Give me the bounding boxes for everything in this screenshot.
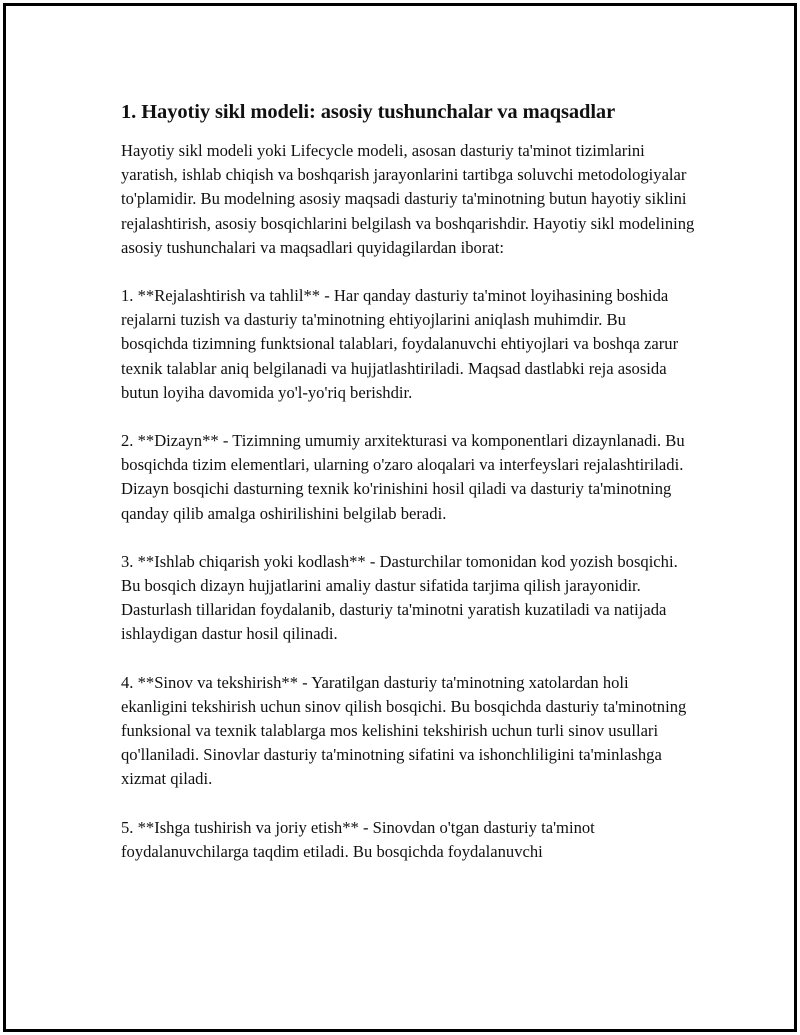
paragraph-design: 2. **Dizayn** - Tizimning umumiy arxitekturasi va komponentlari dizaynlanadi. Bu bosqichda tizim elementlari, ularning o'zaro aloqalari va interfeyslari rejalashtiriladi. Dizayn bosqichi dasturning texnik ko'rinishini hosil qiladi va dasturiy ta'minotning qanday qilib amalga oshirilishini belgilab beradi. (121, 431, 685, 523)
paragraph-testing: 4. **Sinov va tekshirish** - Yaratilgan dasturiy ta'minotning xatolardan holi ekanligini tekshirish uchun sinov qilish bosqichi. Bu bosqichda dasturiy ta'minotning funksional va texnik talablarga mos kelishini tekshirish uchun turli sinov usullari qo'llaniladi. Sinovlar dasturiy ta'minotning sifatini va ishonchliligini ta'minlashga xizmat qiladi. (121, 672, 687, 789)
paragraph-coding: 3. **Ishlab chiqarish yoki kodlash** - Dasturchilar tomonidan kod yozish bosqichi. Bu bosqich dizayn hujjatlarini amaliy dastur sifatida tarjima qilish jarayonidir. Dasturlash tillaridan foydalanib, dasturiy ta'minotni yaratish kuzatiladi va natijada ishlaydigan dastur hosil qilinadi. (121, 551, 678, 644)
document-title: 1. Hayotiy sikl modeli: asosiy tushunchalar va maqsadlar (121, 101, 616, 123)
paragraph-planning: 1. **Rejalashtirish va tahlil** - Har qanday dasturiy ta'minot loyihasining boshida rejalarni tuzish va dasturiy ta'minotning ehtiyojlarini aniqlash muhimdir. Bu bosqichda tizimning funktsional talablari, foydalanuvchi ehtiyojlari va boshqa zarur texnik talablar aniq belgilanadi va hujjatlashtiriladi. Maqsad dastlabki reja asosida butun loyiha davomida yo'l-yo'riq berishdir. (121, 286, 679, 402)
page-frame (3, 3, 797, 1032)
document-body (121, 98, 696, 888)
paragraph-deployment: 5. **Ishga tushirish va joriy etish** - Sinovdan o'tgan dasturiy ta'minot foydalanuvchilarga taqdim etiladi. Bu bosqichda foydalanuvchi (121, 817, 595, 861)
intro-paragraph: Hayotiy sikl modeli yoki Lifecycle modeli, asosan dasturiy ta'minot tizimlarini yaratish, ishlab chiqish va boshqarish jarayonlarini tartibga soluvchi metodologiyalar to'plamidir. Bu modelning asosiy maqsadi dasturiy ta'minotning butun hayotiy siklini rejalashtirish, asosiy bosqichlarini belgilash va boshqarishdir. Hayotiy sikl modelining asosiy tushunchalari va maqsadlari quyidagilardan iborat: (121, 141, 695, 257)
